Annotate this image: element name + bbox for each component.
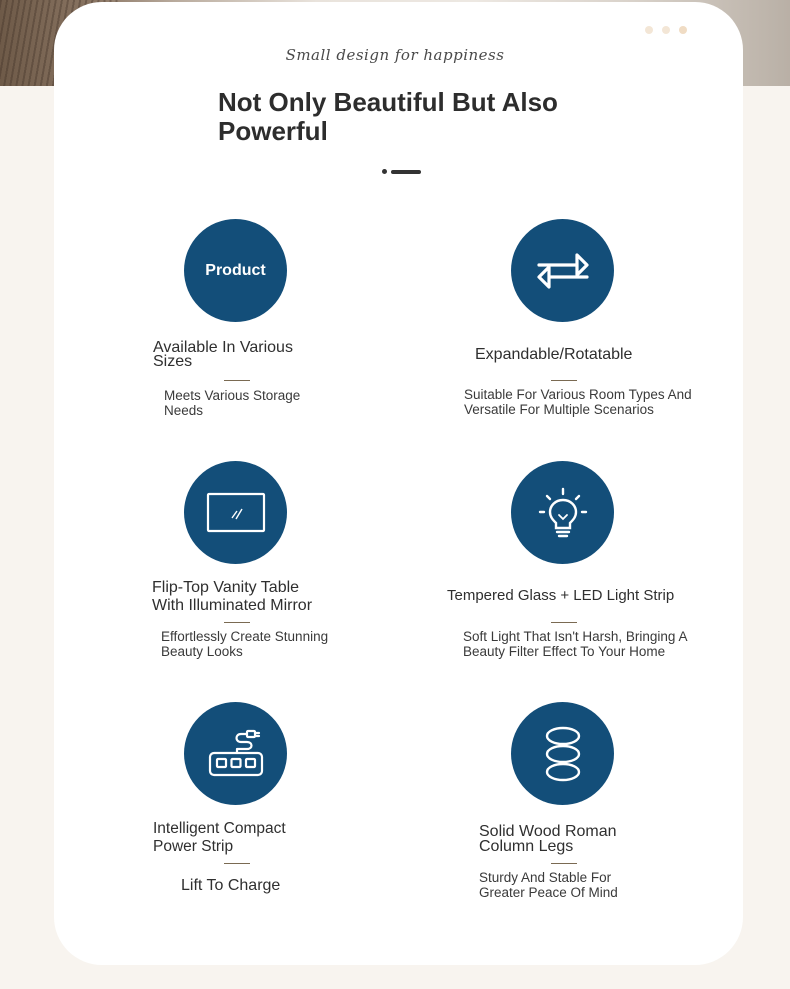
- feature-title-expandable: Expandable/Rotatable: [475, 346, 633, 363]
- feature-divider: [551, 380, 577, 381]
- swap-arrows-icon: [511, 219, 614, 322]
- roman-column-icon: [511, 702, 614, 805]
- feature-divider: [224, 863, 250, 864]
- script-subtitle: Small design for happiness: [285, 46, 505, 64]
- feature-desc-expandable: Suitable For Various Room Types And Versatile For Multiple Scenarios: [464, 387, 692, 417]
- feature-desc-powerstrip: Lift To Charge: [181, 877, 281, 894]
- light-bulb-icon: [511, 461, 614, 564]
- feature-desc-glass: Soft Light That Isn't Harsh, Bringing A Beauty Filter Effect To Your Home: [463, 629, 687, 659]
- power-strip-icon: [184, 702, 287, 805]
- product-badge-label: Product: [205, 261, 266, 279]
- dot: [662, 26, 670, 34]
- feature-title-sizes: Available In Various Sizes: [153, 339, 293, 370]
- feature-desc-sizes: Meets Various Storage Needs: [164, 388, 301, 418]
- feature-divider: [551, 622, 577, 623]
- feature-desc-legs: Sturdy And Stable For Greater Peace Of Mind: [479, 870, 618, 900]
- divider-bar: [391, 170, 421, 174]
- title-divider: [382, 169, 421, 174]
- dot: [645, 26, 653, 34]
- page-dots: [645, 26, 687, 34]
- feature-title-powerstrip: Intelligent Compact Power Strip: [153, 820, 286, 855]
- feature-title-vanity: Flip-Top Vanity Table With Illuminated Mirror: [152, 579, 313, 614]
- product-badge: [184, 219, 287, 322]
- mirror-icon: [184, 461, 287, 564]
- feature-title-glass: Tempered Glass + LED Light Strip: [447, 587, 675, 604]
- page-title: Not Only Beautiful But Also Powerful: [218, 87, 558, 146]
- feature-divider: [224, 380, 250, 381]
- feature-divider: [224, 622, 250, 623]
- divider-dot: [382, 169, 387, 174]
- feature-title-legs: Solid Wood Roman Column Legs: [479, 823, 617, 855]
- feature-divider: [551, 863, 577, 864]
- dot: [679, 26, 687, 34]
- feature-desc-vanity: Effortlessly Create Stunning Beauty Looks: [161, 629, 329, 659]
